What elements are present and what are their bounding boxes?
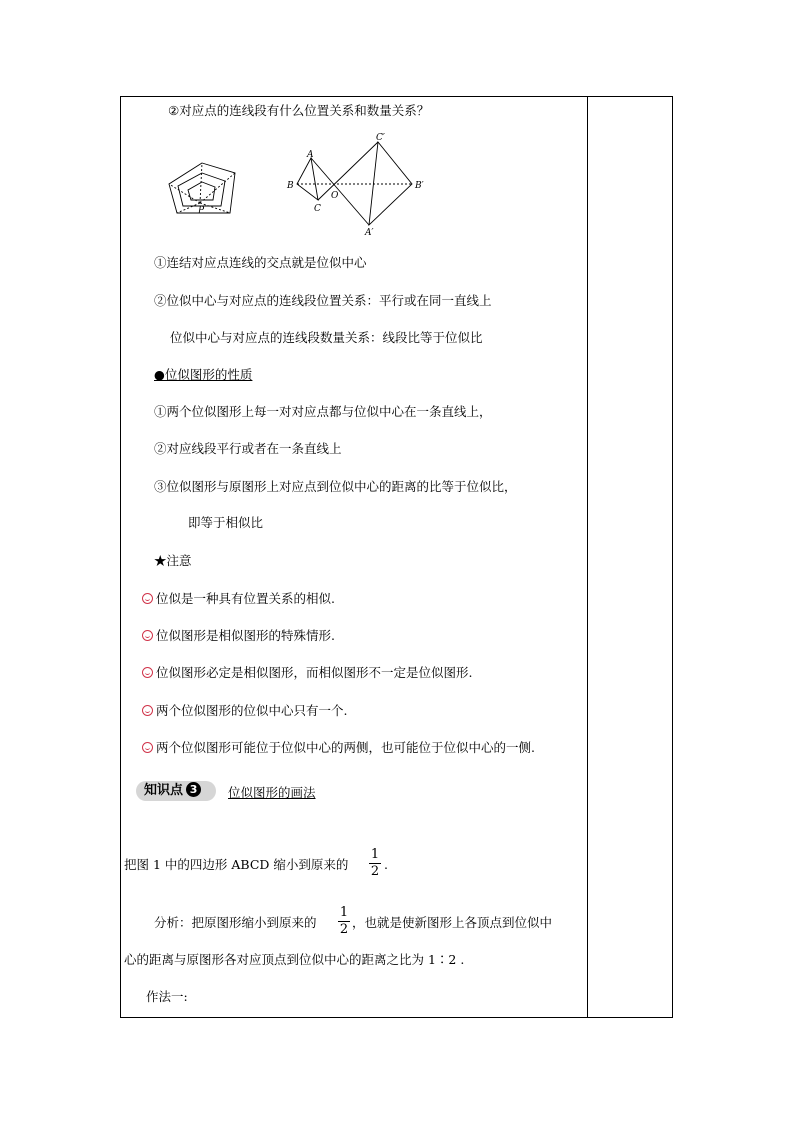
answer-1: ①连结对应点连线的交点就是位似中心 — [154, 255, 367, 270]
smile-icon — [142, 705, 153, 716]
problem-text: 把图 1 中的四边形 ABCD 缩小到原来的 — [124, 857, 349, 872]
label-A: A — [307, 150, 314, 160]
analysis-text-1: 分析：把原图形缩小到原来的 — [154, 915, 317, 930]
number-3-icon: 3 — [186, 782, 201, 797]
knowledge-point-badge: 知识点 3 — [136, 781, 216, 801]
knowledge-point-title: 位似图形的画法 — [228, 785, 316, 800]
notes-heading: ★注意 — [154, 553, 192, 568]
triangle-ABC — [297, 158, 318, 200]
answer-2: ②位似中心与对应点的连线段位置关系：平行或在同一直线上 — [154, 293, 492, 308]
property-3-continuation: 即等于相似比 — [188, 515, 264, 530]
smile-icon — [142, 667, 153, 678]
table-column-divider — [587, 96, 588, 1018]
analysis-text-2: ，也就是使新图形上各顶点到位似中 — [352, 915, 553, 930]
label-A-prime: A′ — [365, 228, 374, 238]
properties-heading: ●位似图形的性质 — [154, 367, 253, 382]
note-item: 位似图形必定是相似图形，而相似图形不一定是位似图形. — [142, 665, 472, 681]
property-2: ②对应线段平行或者在一条直线上 — [154, 441, 342, 456]
label-O: O — [331, 191, 339, 201]
note-item: 位似图形是相似图形的特殊情形. — [142, 628, 335, 644]
smile-icon — [142, 742, 153, 753]
property-1: ①两个位似图形上每一对对应点都与位似中心在一条直线上， — [154, 404, 492, 419]
label-C-prime: C′ — [376, 133, 385, 143]
label-B-prime: B′ — [415, 181, 424, 191]
smile-icon — [142, 630, 153, 641]
smile-icon — [142, 593, 153, 604]
triangle-A-prime-B-prime-C-prime — [369, 142, 412, 225]
label-C: C — [314, 204, 321, 214]
note-item: 两个位似图形可能位于位似中心的两侧，也可能位于位似中心的一侧. — [142, 740, 535, 756]
problem-end: . — [384, 857, 388, 872]
label-P: P — [198, 206, 205, 216]
method-label: 作法一: — [146, 989, 188, 1004]
homothety-figure — [155, 130, 445, 240]
note-item: 位似是一种具有位置关系的相似. — [142, 591, 335, 607]
property-3: ③位似图形与原图形上对应点到位似中心的距离的比等于位似比， — [154, 479, 517, 494]
label-B: B — [287, 181, 294, 191]
problem-fraction: 1 2 — [370, 847, 380, 879]
inner-pentagon — [188, 182, 215, 200]
note-item: 两个位似图形的位似中心只有一个. — [142, 703, 347, 719]
answer-3: 位似中心与对应点的连线段数量关系：线段比等于位似比 — [170, 330, 483, 345]
question-text: ②对应点的连线段有什么位置关系和数量关系？ — [168, 103, 430, 118]
analysis-line-2: 心的距离与原图形各对应顶点到位似中心的距离之比为 1∶2 . — [124, 952, 465, 967]
analysis-fraction: 1 2 — [339, 905, 349, 937]
